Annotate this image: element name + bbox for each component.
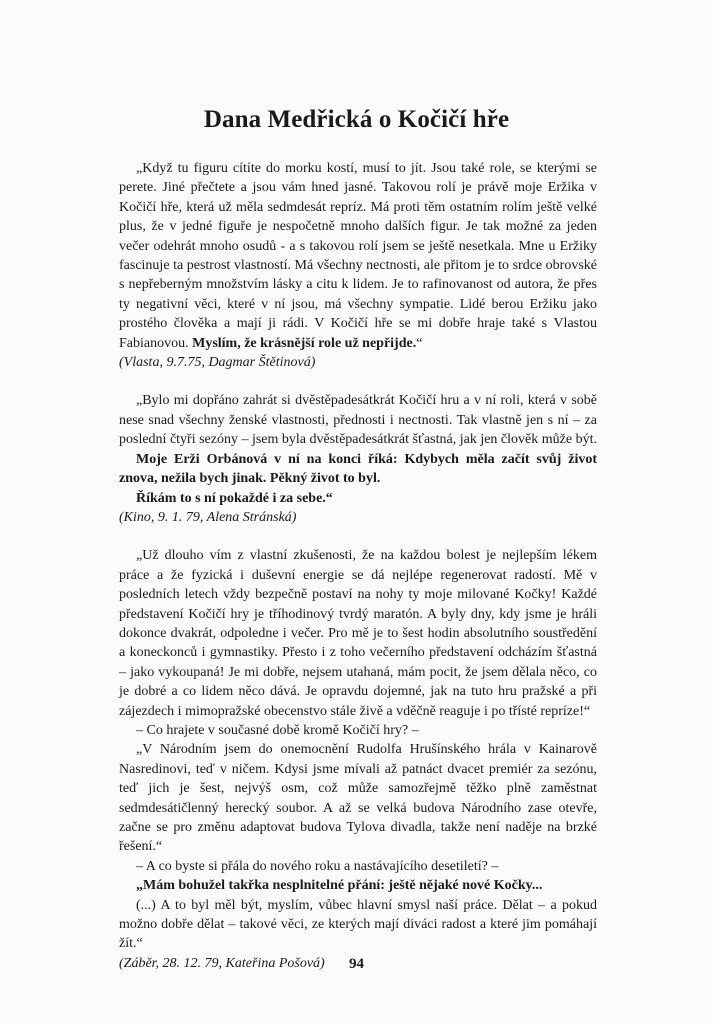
quote-2-bold-2: Říkám to s ní pokaždé i za sebe.“	[136, 490, 333, 506]
article-body	[119, 159, 597, 992]
quote-3-source: (Záběr, 28. 12. 79, Kateřina Pošová)	[119, 955, 325, 971]
page-number: 94	[349, 956, 364, 972]
quote-2-bold-1: Moje Erži Orbánová v ní na konci říká: Kdybych měla začít svůj život znova, nežila bych jinak. Pěkný život to byl.	[119, 451, 597, 487]
quote-2-text: „Bylo mi dopřáno zahrát si dvěstěpadesátkrát Kočičí hru a v ní roli, která v sobě nese snad všechny ženské vlastnosti, přednosti i nectnosti. Tak vlastně jen s ní – za poslední čtyři sezóny – jsem byla dvěstěpadesátkrát šťastná, jak jen člověk může být.	[119, 393, 597, 448]
interview-question-2: – A co byste si přála do nového roku a nastávajícího desetiletí? –	[136, 858, 499, 874]
quote-2-source: (Kino, 9. 1. 79, Alena Stránská)	[119, 509, 297, 525]
quote-1	[119, 159, 597, 353]
quote-1-text: „Když tu figuru cítíte do morku kostí, musí to jít. Jsou také role, se kterými se perete. Jiné přečtete a jsou vám hned jasné. Takovou rolí je právě moje Eržika v Kočičí hře, která už měla sedmdesát repríz. Má proti těm ostatním rolím ještě velké plus, že v jedné figuře je nespočetně mnoho dalších figur. Je tak možné za jeden večer odehrát mnoho osudů - a s takovou rolí jsem se ještě nesetkala. Mne u Eržiky fascinuje ta pestrost vlastností. Má všechny nectnosti, ale přitom je to srdce obrovské s nepřeberným množstvím lásky a citu k lidem. Je to rafinovanost od autora, že přes ty negativní věci, které v ní jsou, má všechny sympatie. Lidé berou Eržiku jako prostého člověka a mají ji rádi. V Kočičí hře se mi dobře hraje také s Vlastou Fabianovou.	[119, 161, 597, 351]
quote-3-paragraph-1: „Už dlouho vím z vlastní zkušenosti, že na každou bolest je nejlepším lékem práce a že fyzická i duševní energie se dá nejlépe regenerovat radostí. Mě v posledních letech vždy bezpečně postaví na nohy ty moje milované Kočky! Každé představení Kočičí hry je tříhodinový tvrdý maratón. A byly dny, kdy jsme je hráli dokonce dvakrát, odpoledne i večer. Pro mě je to šest hodin absolutního soustředění a koneckonců i gymnastiky. Přesto i z toho večerního představení odcházím šťastná – jako vykoupaná! Je mi dobře, nejsem utahaná, mám pocit, že jsem dělala něco, co je dobré a co lidem něco dává. Je opravdu dojemné, jak na tuto hru pražské a při zájezdech i mimopražské obecenstvo stále živě a vděčně reaguje i po třísté repríze!“	[119, 548, 597, 719]
quote-1-source: (Vlasta, 9.7.75, Dagmar Štětinová)	[119, 355, 316, 371]
quote-1-bold: Myslím, že krásnější role už nepřijde.	[192, 335, 417, 351]
quote-3-bold: „Mám bohužel takřka nesplnitelné přání: ještě nějaké nové Kočky...	[136, 878, 543, 894]
quote-3-paragraph-3: (...) A to byl měl být, myslím, vůbec hlavní smysl naší práce. Dělat – a pokud možno dobře dělat – takové věci, ze kterých mají diváci radost a které jim pomáhají žít.“	[119, 897, 597, 952]
interview-question-1: – Co hrajete v současné době kromě Kočičí hry? –	[136, 722, 419, 738]
article-title: Dana Medřická o Kočičí hře	[203, 106, 510, 133]
quote-3-paragraph-2: „V Národním jsem do onemocnění Rudolfa Hrušínského hrála v Kainarově Nasredinovi, teď v ničem. Kdysi jsme mívali až patnáct dvacet premiér za sezónu, teď jich je šest, nejvýš osm, což může samozřejmě těžko plně zaměstnat sedmdesátičlenný herecký soubor. A až se velká budova Národního zase otevře, začne se pro změnu adaptovat budova Tylova divadla, takže není naděje na brzké řešení.“	[119, 742, 597, 855]
quote-1-end: “	[416, 335, 423, 351]
